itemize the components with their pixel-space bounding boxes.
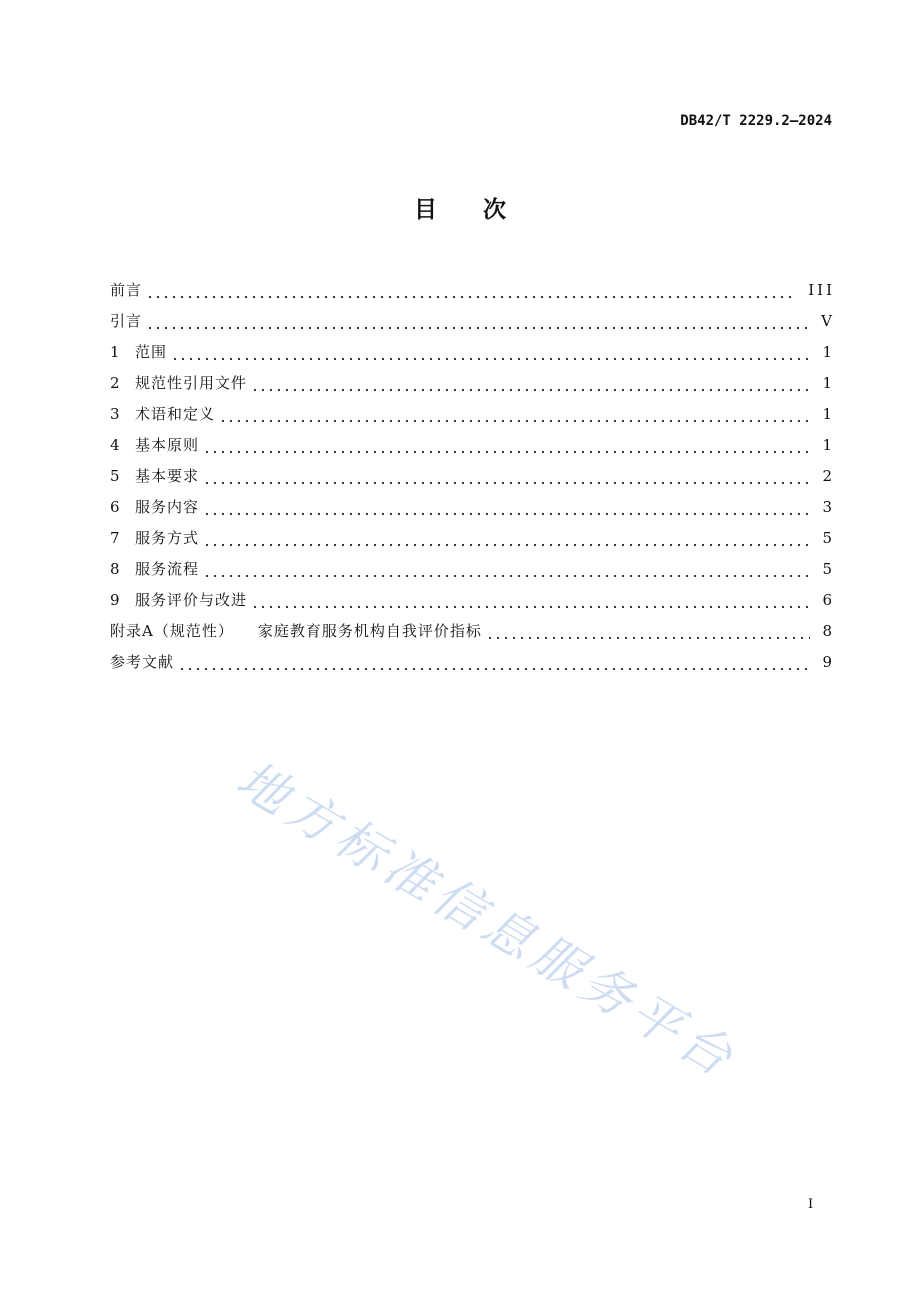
toc-entry-page: 8 bbox=[822, 622, 835, 640]
toc-entry-page: 1 bbox=[822, 374, 835, 392]
toc-entry bbox=[110, 523, 835, 554]
dot-leader bbox=[488, 636, 811, 640]
toc-entry-page: 1 bbox=[822, 343, 835, 361]
toc-entry-page: 1 bbox=[822, 405, 835, 423]
toc-entry-title: 前言 bbox=[110, 281, 143, 299]
table-of-contents bbox=[110, 275, 835, 678]
toc-entry-page: III bbox=[808, 281, 835, 299]
toc-entry-page: 1 bbox=[822, 436, 835, 454]
toc-entry-title: 规范性引用文件 bbox=[135, 374, 248, 392]
toc-entry bbox=[110, 368, 835, 399]
toc-entry-title: 基本原则 bbox=[135, 436, 200, 454]
dot-leader bbox=[205, 512, 810, 516]
dot-leader bbox=[205, 481, 810, 485]
toc-entry-title: 服务评价与改进 bbox=[135, 591, 248, 609]
dot-leader bbox=[148, 295, 796, 299]
dot-leader bbox=[221, 419, 810, 423]
toc-entry-title: 基本要求 bbox=[135, 467, 200, 485]
toc-entry-appendix bbox=[110, 616, 835, 647]
toc-entry-number: 5 bbox=[110, 467, 120, 485]
dot-leader bbox=[173, 357, 810, 361]
toc-entry-number: 8 bbox=[110, 560, 120, 578]
watermark: 地方标准信息服务平台 bbox=[226, 749, 748, 1091]
dot-leader bbox=[253, 605, 810, 609]
toc-entry-page: 9 bbox=[822, 653, 835, 671]
toc-entry-title: 服务流程 bbox=[135, 560, 200, 578]
toc-entry-number: 1 bbox=[110, 343, 120, 361]
toc-entry-title: 服务方式 bbox=[135, 529, 200, 547]
toc-entry-number: 7 bbox=[110, 529, 120, 547]
toc-entry-number: 2 bbox=[110, 374, 120, 392]
toc-entry bbox=[110, 461, 835, 492]
dot-leader bbox=[205, 543, 810, 547]
page-title: 目 次 bbox=[414, 197, 506, 223]
toc-entry-title: 术语和定义 bbox=[135, 405, 216, 423]
toc-entry-title: 参考文献 bbox=[110, 653, 175, 671]
toc-entry bbox=[110, 306, 835, 337]
toc-entry-page: 2 bbox=[822, 467, 835, 485]
toc-entry-page: 6 bbox=[822, 591, 835, 609]
toc-entry-page: 5 bbox=[822, 560, 835, 578]
toc-entry bbox=[110, 430, 835, 461]
toc-entry-number: 6 bbox=[110, 498, 120, 516]
toc-entry-page: 5 bbox=[822, 529, 835, 547]
toc-entry-title: 家庭教育服务机构自我评价指标 bbox=[257, 622, 482, 640]
toc-entry bbox=[110, 492, 835, 523]
toc-entry-title: 服务内容 bbox=[135, 498, 200, 516]
standard-number: DB42/T 2229.2—2024 bbox=[680, 113, 832, 129]
dot-leader bbox=[205, 574, 810, 578]
toc-entry-page: V bbox=[821, 312, 835, 330]
toc-entry-number: 4 bbox=[110, 436, 120, 454]
dot-leader bbox=[180, 667, 810, 671]
toc-entry-number: 9 bbox=[110, 591, 120, 609]
appendix-label: 附录A（规范性） bbox=[110, 622, 234, 640]
toc-entry-number: 3 bbox=[110, 405, 120, 423]
toc-entry-page: 3 bbox=[822, 498, 835, 516]
toc-entry bbox=[110, 275, 835, 306]
toc-entry bbox=[110, 399, 835, 430]
toc-entry-title: 引言 bbox=[110, 312, 143, 330]
toc-entry bbox=[110, 337, 835, 368]
dot-leader bbox=[205, 450, 810, 454]
toc-entry bbox=[110, 554, 835, 585]
toc-entry bbox=[110, 647, 835, 678]
dot-leader bbox=[253, 388, 810, 392]
toc-entry-title: 范围 bbox=[135, 343, 168, 361]
toc-entry bbox=[110, 585, 835, 616]
page-number: I bbox=[808, 1197, 814, 1212]
dot-leader bbox=[148, 326, 809, 330]
